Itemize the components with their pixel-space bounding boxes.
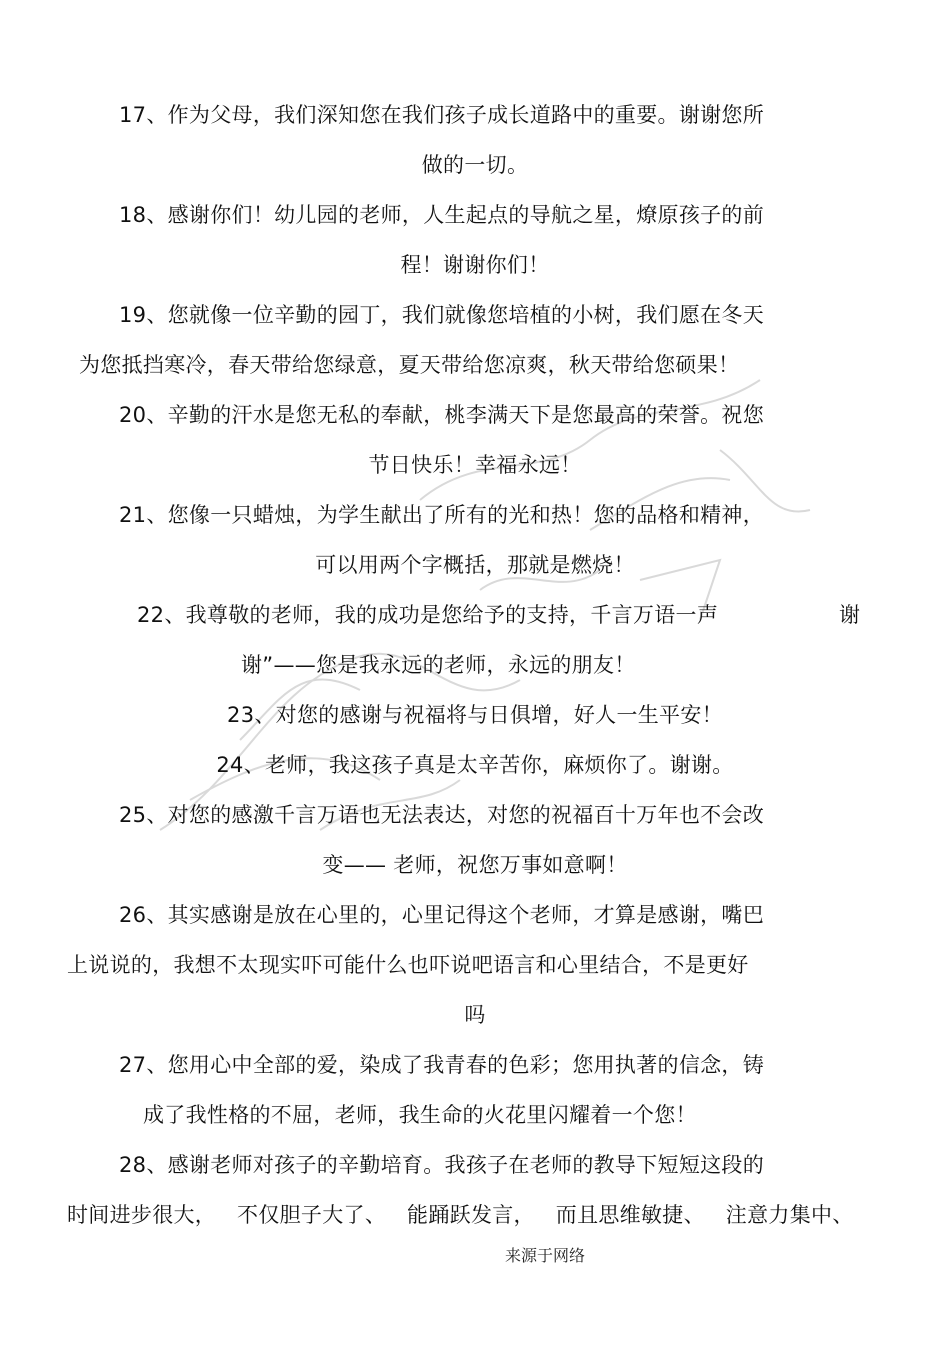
text-line: 23、对您的感谢与祝福将与日俱增，好人一生平安！: [227, 703, 723, 727]
text-line: 谢”——您是我永远的老师，永远的朋友！: [241, 653, 636, 677]
text-line: 22、我尊敬的老师，我的成功是您给予的支持，千言万语一声: [137, 603, 719, 627]
text-line: 28、感谢老师对孩子的辛勤培育。我孩子在老师的教导下短短这段的: [119, 1153, 765, 1177]
text-line: 20、辛勤的汗水是您无私的奉献，桃李满天下是您最高的荣誉。祝您: [119, 403, 765, 427]
text-line: 24、老师，我这孩子真是太辛苦你，麻烦你了。谢谢。: [216, 753, 734, 777]
text-line: 25、对您的感激千言万语也无法表达，对您的祝福百十万年也不会改: [119, 803, 765, 827]
text-line: 变—— 老师，祝您万事如意啊！: [322, 853, 628, 877]
text-line: 节日快乐！幸福永远！: [368, 453, 582, 477]
text-line: 21、您像一只蜡烛，为学生献出了所有的光和热！您的品格和精神，: [119, 503, 765, 527]
text-line: 谢: [839, 603, 861, 627]
text-line: 可以用两个字概括，那就是燃烧！: [315, 553, 635, 577]
text-line: 程！谢谢你们！: [400, 253, 550, 277]
text-line: 为您抵挡寒冷，春天带给您绿意，夏天带给您凉爽，秋天带给您硕果！: [79, 353, 740, 377]
text-line: 上说说的，我想不太现实吓可能什么也吓说吧语言和心里结合，不是更好: [67, 953, 749, 977]
text-line: 27、您用心中全部的爱，染成了我青春的色彩；您用执著的信念，铸: [119, 1053, 765, 1077]
text-line: 18、感谢你们！幼儿园的老师，人生起点的导航之星，燎原孩子的前: [119, 203, 765, 227]
text-line: 17、作为父母，我们深知您在我们孩子成长道路中的重要。谢谢您所: [119, 103, 765, 127]
text-line: 时间进步很大， 不仅胆子大了、 能踊跃发言， 而且思维敏捷、 注意力集中、: [67, 1203, 854, 1227]
text-line: 成了我性格的不屈，老师，我生命的火花里闪耀着一个您！: [143, 1103, 697, 1127]
text-line: 26、其实感谢是放在心里的，心里记得这个老师，才算是感谢，嘴巴: [119, 903, 765, 927]
text-line: 吗: [464, 1003, 486, 1027]
text-line: 做的一切。: [421, 153, 529, 177]
page-footer: 来源于网络: [504, 1246, 585, 1265]
text-line: 19、您就像一位辛勤的园丁，我们就像您培植的小树，我们愿在冬天: [119, 303, 765, 327]
